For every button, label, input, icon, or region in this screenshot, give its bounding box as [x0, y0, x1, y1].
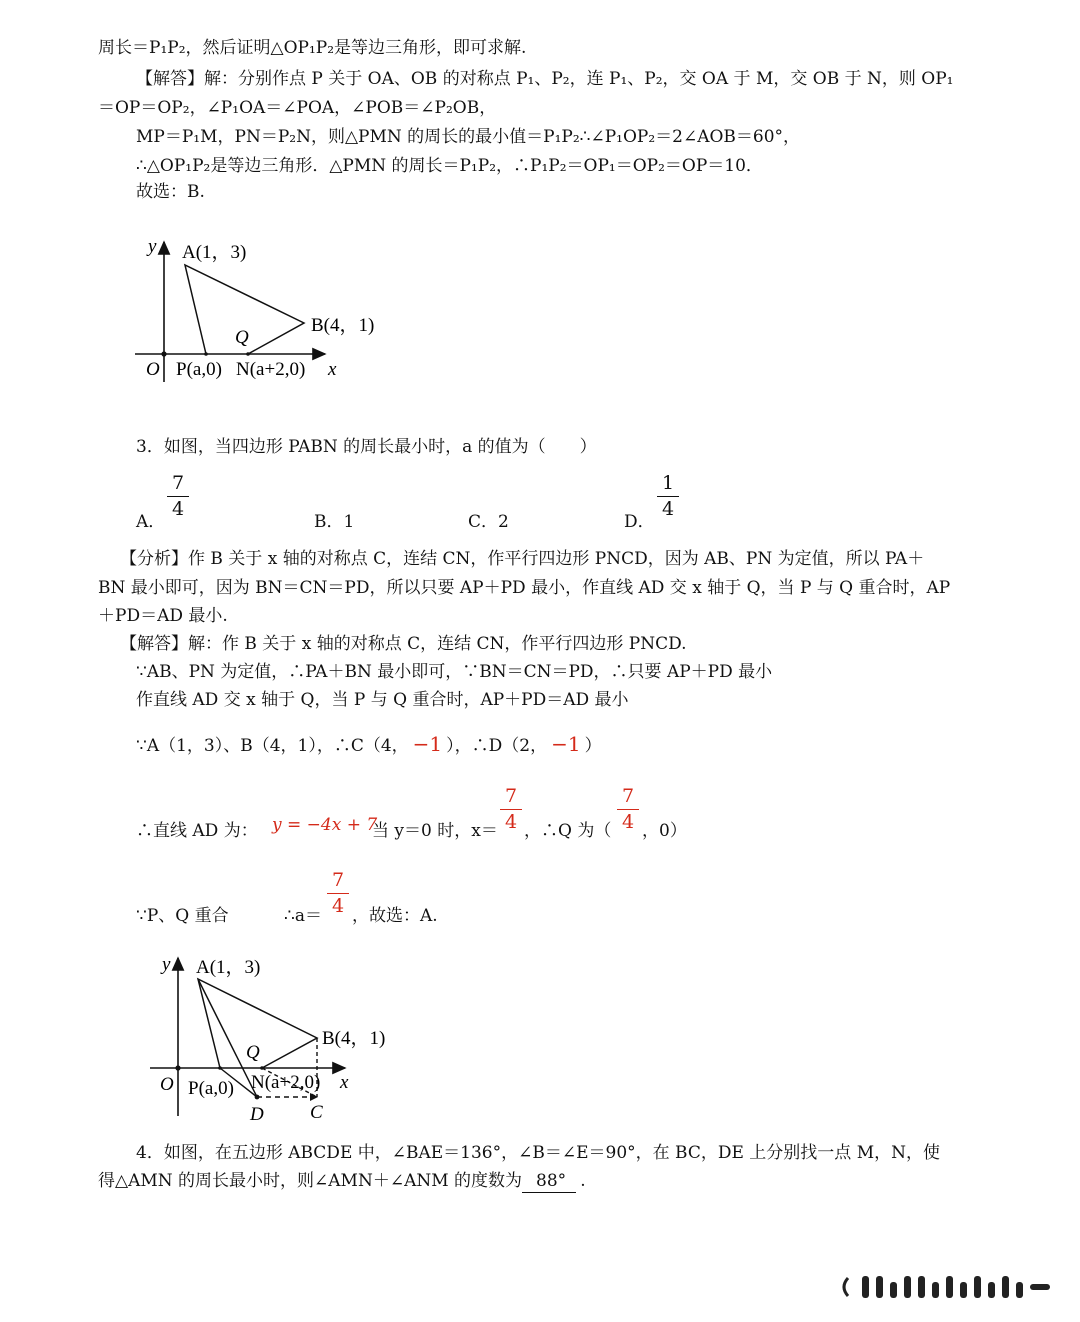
answer-final-condition: ∵P、Q 重合 — [136, 906, 229, 926]
answer-line-when-y0: 当 y＝0 时，x＝ — [372, 821, 498, 841]
label-B: B(4，1) — [322, 1028, 386, 1049]
question-3-stem: 3．如图，当四边形 PABN 的周长最小时，a 的值为（ ） — [136, 437, 597, 457]
label-x: x — [340, 1072, 349, 1093]
answer-final-choice: ，故选：A. — [352, 906, 438, 926]
label-B: B(4，1) — [311, 315, 375, 336]
label-y: y — [162, 954, 171, 975]
answer-line-2: ∵AB、PN 为定值，∴PA＋BN 最小即可，∵BN＝CN＝PD，∴只要 AP＋PD 最小 — [136, 662, 773, 682]
answer-line-AD-label: ∴直线 AD 为： — [136, 821, 258, 841]
option-D-label[interactable]: D． — [624, 512, 655, 532]
figure-2-coordinate-diagram — [140, 948, 420, 1128]
prev-text-line-4: MP＝P₁M，PN＝P₂N，则△PMN 的周长的最小值＝P₁P₂∴∠P₁OP₂＝2∠AOB＝60°， — [136, 127, 801, 147]
answer-Q-label: ，∴Q 为（ — [524, 821, 612, 841]
option-D-fraction[interactable]: 1 4 — [657, 474, 679, 519]
origin-point — [175, 1065, 180, 1070]
option-A-label[interactable]: A． — [136, 512, 166, 532]
label-Q: Q — [246, 1042, 260, 1063]
option-C[interactable]: C．2 — [468, 512, 509, 532]
option-A-fraction[interactable]: 7 4 — [167, 474, 189, 519]
label-A: A(1，3) — [196, 957, 261, 978]
watermark-logo — [838, 1272, 1058, 1302]
prev-text-line-2: 【解答】解：分别作点 P 关于 OA、OB 的对称点 P₁、P₂，连 P₁、P₂，交 OA 于 M，交 OB 于 N，则 OP₁ — [136, 69, 954, 89]
label-y: y — [148, 236, 157, 257]
label-O: O — [146, 359, 160, 380]
answer-line-3: 作直线 AD 交 x 轴于 Q，当 P 与 Q 重合时，AP＋PD＝AD 最小 — [136, 690, 629, 710]
question-4-line-1: 4．如图，在五边形 ABCDE 中，∠BAE＝136°，∠B＝∠E＝90°，在 BC，DE 上分别找一点 M，N，使 — [136, 1143, 940, 1163]
answer-Q-fraction: 7 4 — [617, 787, 639, 832]
answer-final-a: ∴a＝ — [284, 906, 322, 926]
answer-line-1: 【解答】解：作 B 关于 x 轴的对称点 C，连结 CN，作平行四边形 PNCD. — [120, 634, 687, 654]
label-C: C — [310, 1102, 323, 1123]
analysis-line-3: ＋PD＝AD 最小. — [98, 606, 228, 626]
label-Q: Q — [235, 327, 249, 348]
origin-point — [161, 351, 166, 356]
question-4-line-2: 得△AMN 的周长最小时，则∠AMN＋∠ANM 的度数为 88° . — [98, 1171, 586, 1191]
label-A: A(1，3) — [182, 242, 247, 263]
answer-a-fraction: 7 4 — [327, 871, 349, 916]
figure-1-coordinate-diagram — [120, 232, 400, 392]
answer-Q-end: ，0） — [642, 821, 687, 841]
prev-text-line-3: ＝OP＝OP₂，∠P₁OA＝∠POA，∠POB＝∠P₂OB， — [98, 98, 497, 118]
label-N: N(a+2,0) — [236, 359, 306, 380]
question-4-answer: 88° — [522, 1170, 576, 1193]
label-P: P(a,0) — [176, 359, 222, 380]
answer-coordinates: ∵A（1，3）、B（4，1），∴C（4， −1 ），∴D（2， −1 ） — [136, 732, 602, 756]
prev-text-line-5: ∴△OP₁P₂是等边三角形．△PMN 的周长＝P₁P₂，∴P₁P₂＝OP₁＝OP₂＝OP＝10． — [136, 156, 763, 176]
analysis-line-1: 【分析】作 B 关于 x 轴的对称点 C，连结 CN，作平行四边形 PNCD，因为 AB、PN 为定值，所以 PA＋ — [120, 549, 925, 569]
label-x: x — [328, 359, 337, 380]
label-O: O — [160, 1074, 174, 1095]
prev-text-line-6: 故选：B. — [136, 182, 205, 202]
label-N: N(a+2,0) — [251, 1072, 321, 1093]
prev-text-line-1: 周长＝P₁P₂，然后证明△OP₁P₂是等边三角形，即可求解. — [98, 38, 527, 58]
answer-line-AD-equation: y = −4x + 7 — [272, 815, 378, 835]
option-B[interactable]: B．1 — [314, 512, 355, 532]
answer-x-fraction: 7 4 — [500, 787, 522, 832]
label-P: P(a,0) — [188, 1078, 234, 1099]
label-D: D — [250, 1104, 264, 1125]
analysis-line-2: BN 最小即可，因为 BN＝CN＝PD，所以只要 AP＋PD 最小，作直线 AD 交 x 轴于 Q，当 P 与 Q 重合时，AP — [98, 578, 951, 598]
